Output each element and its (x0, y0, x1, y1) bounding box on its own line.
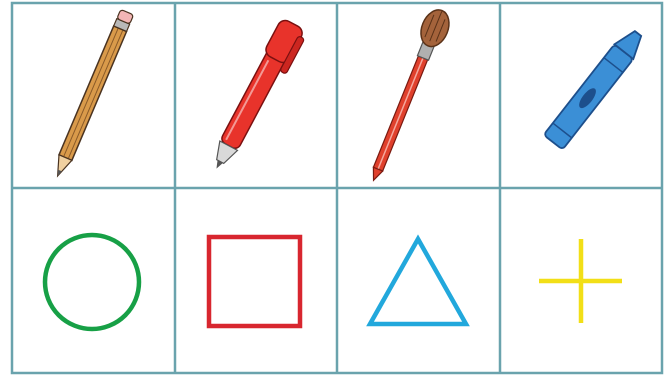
paintbrush-icon (361, 6, 454, 185)
green-circle (45, 235, 139, 329)
blue-triangle (370, 239, 466, 324)
pen-icon (205, 18, 308, 177)
crayon-icon (544, 26, 648, 150)
yellow-cross (539, 239, 622, 323)
red-square (209, 237, 300, 326)
pencil-icon (51, 9, 133, 178)
